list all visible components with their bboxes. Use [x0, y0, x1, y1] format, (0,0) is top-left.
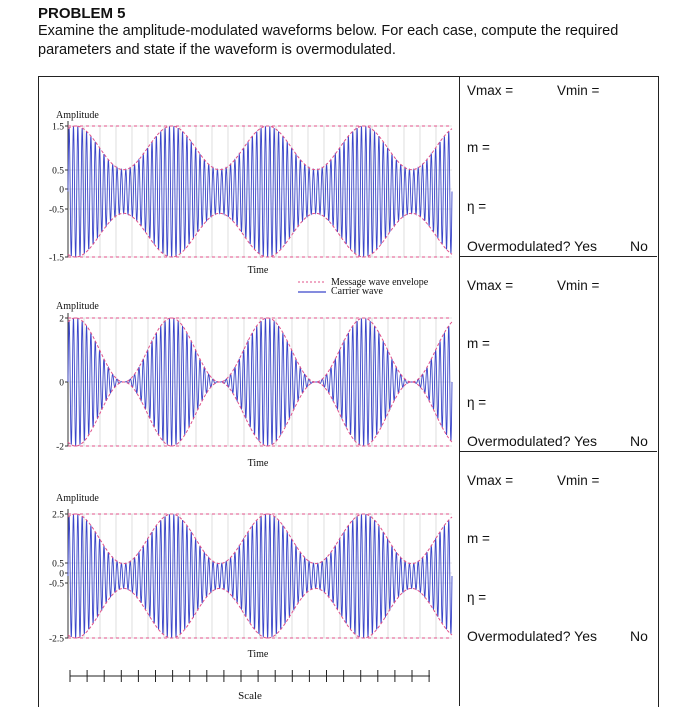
- problem-description: Examine the amplitude-modulated waveforms below. For each case, compute the required parameters and state if the waveform is overmodulated.: [38, 23, 619, 58]
- y-tick-label: 0: [59, 185, 64, 196]
- eta-label-2: η =: [467, 395, 487, 410]
- eta-label-3: η =: [467, 590, 487, 605]
- vmin-label-2: Vmin =: [557, 278, 600, 293]
- vmax-label-3: Vmax =: [467, 473, 514, 488]
- y-tick-label: 0.5: [52, 166, 64, 177]
- eta-label-1: η =: [467, 199, 487, 214]
- m-label-1: m =: [467, 140, 490, 155]
- legend-carrier-label: Carrier wave: [331, 286, 383, 297]
- y-tick-label: 1.5: [52, 122, 64, 133]
- vmin-label-3: Vmin =: [557, 473, 600, 488]
- overmodulated-no-1: No: [630, 238, 648, 254]
- overmodulated-yes-1: Overmodulated? Yes: [467, 238, 597, 254]
- y-axis-label: Amplitude: [56, 110, 99, 121]
- overmodulated-no-3: No: [630, 628, 648, 644]
- overmodulated-yes-2: Overmodulated? Yes: [467, 433, 597, 449]
- vmin-label-1: Vmin =: [557, 83, 600, 98]
- y-tick-label: -0.5: [48, 205, 64, 216]
- legend-envelope-label: Message wave envelope: [331, 277, 429, 288]
- scale-label: Scale: [238, 690, 262, 702]
- y-tick-label: 2: [59, 314, 64, 325]
- x-axis-label: Time: [247, 649, 269, 660]
- overmodulated-no-2: No: [630, 433, 648, 449]
- y-tick-label: 0.5: [52, 559, 64, 570]
- vmax-label-2: Vmax =: [467, 278, 514, 293]
- y-axis-label: Amplitude: [56, 301, 99, 312]
- overmodulated-yes-3: Overmodulated? Yes: [467, 628, 597, 644]
- x-axis-label: Time: [247, 458, 269, 469]
- vmax-label-1: Vmax =: [467, 83, 514, 98]
- m-label-3: m =: [467, 531, 490, 546]
- y-tick-label: -2: [56, 442, 64, 453]
- y-tick-label: 0: [59, 378, 64, 389]
- x-axis-label: Time: [247, 265, 269, 276]
- problem-title: PROBLEM 5: [38, 5, 126, 22]
- m-label-2: m =: [467, 336, 490, 351]
- y-tick-label: -1.5: [48, 253, 64, 264]
- y-axis-label: Amplitude: [56, 493, 99, 504]
- y-tick-label: -0.5: [48, 579, 64, 590]
- y-tick-label: 0: [59, 569, 64, 580]
- y-tick-label: 2.5: [52, 510, 64, 521]
- y-tick-label: -2.5: [48, 634, 64, 645]
